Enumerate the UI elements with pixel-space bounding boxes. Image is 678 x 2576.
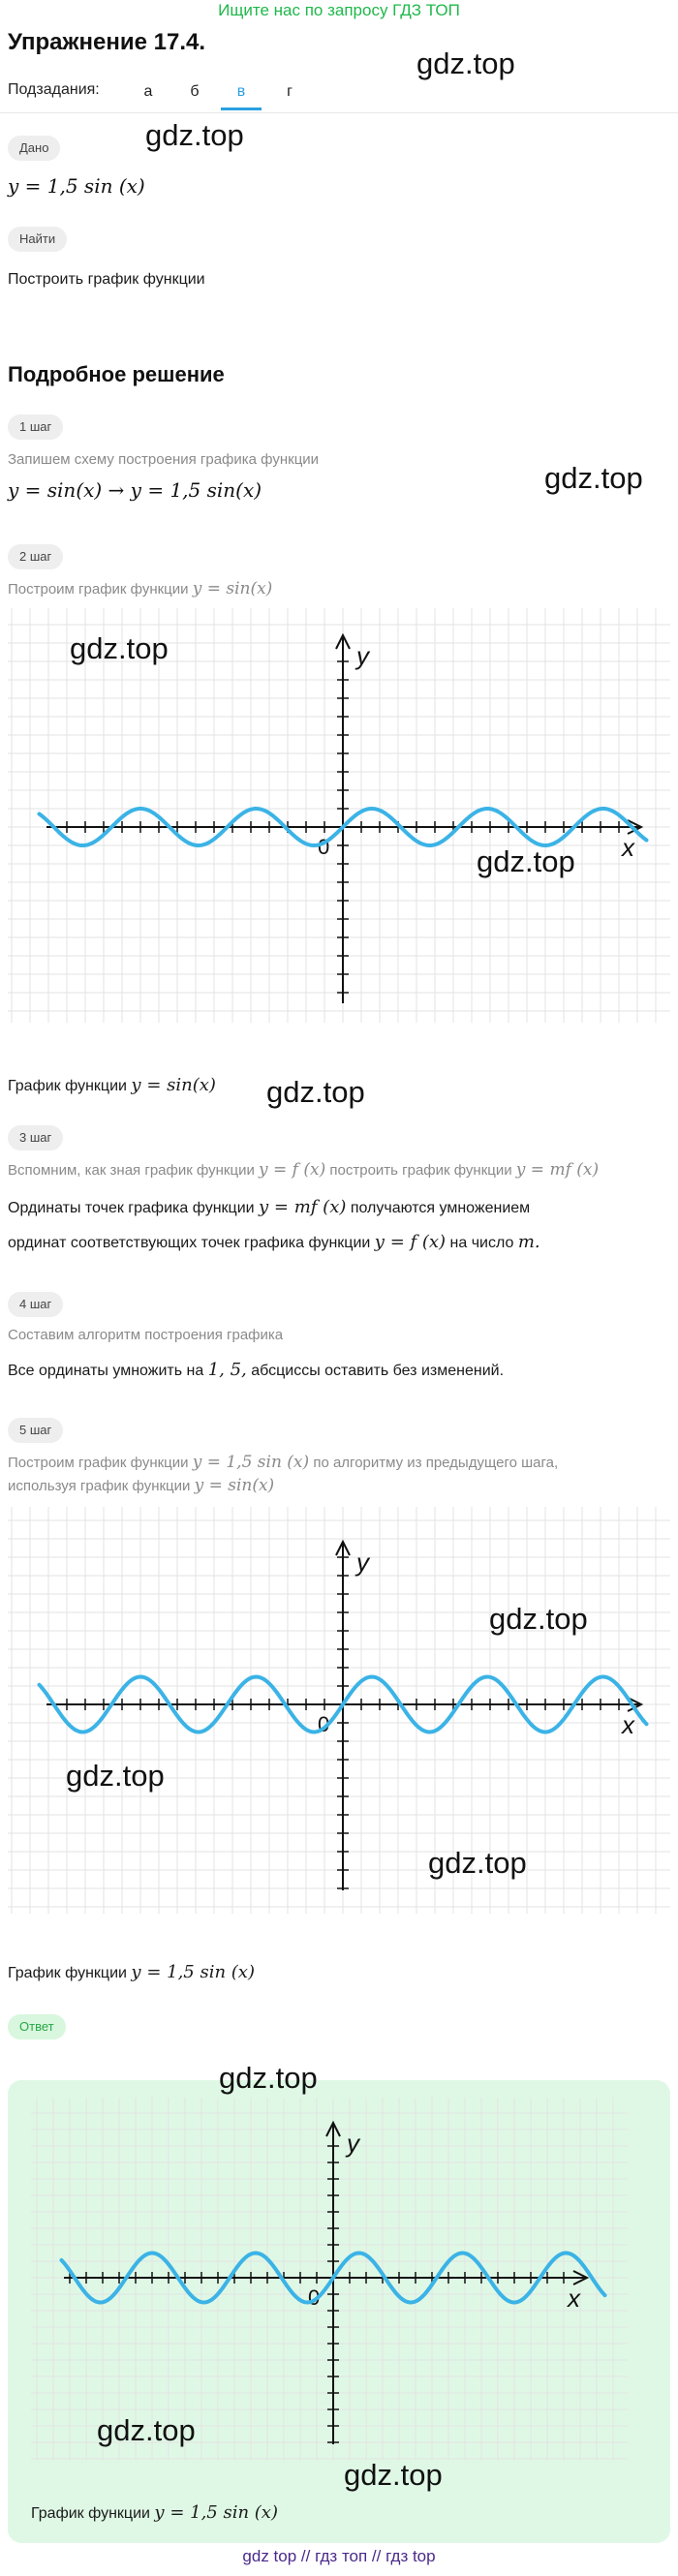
step-5-caption-2: используя график функции y = sin(x) bbox=[8, 1476, 275, 1495]
step-4-text: Все ординаты умножить на 1, 5, абсциссы оставить без изменений. bbox=[8, 1360, 505, 1380]
step-3-line-2: ординат соответствующих точек графика функции y = f (x) на число m. bbox=[8, 1232, 540, 1252]
x-axis-label: x bbox=[568, 2284, 580, 2313]
step-3-caption: Вспомним, как зная график функции y = f (x) построить график функции y = mf (x) bbox=[8, 1160, 600, 1180]
find-text: Построить график функции bbox=[8, 271, 205, 288]
solution-heading: Подробное решение bbox=[8, 362, 225, 386]
step-1-caption: Запишем схему построения графика функции bbox=[8, 451, 320, 468]
grid bbox=[8, 608, 670, 1023]
axes bbox=[64, 2123, 587, 2444]
step-5-caption-1: Построим график функции y = 1,5 sin (x) по алгоритму из предыдущего шага, bbox=[8, 1453, 559, 1472]
watermark: gdz.top bbox=[97, 2413, 196, 2447]
answer-graph-caption: График функции y = 1,5 sin (x) bbox=[31, 2502, 278, 2523]
step-5-graph-caption: График функции y = 1,5 sin (x) bbox=[8, 1962, 255, 1982]
axes bbox=[46, 635, 641, 1003]
origin-label: 0 bbox=[318, 835, 330, 859]
watermark: gdz.top bbox=[344, 2458, 443, 2492]
graph-sin bbox=[8, 608, 670, 1023]
subtasks-label: Подзадания: bbox=[8, 81, 100, 98]
step-3-line-1: Ординаты точек графика функции y = mf (x) получаются умножением bbox=[8, 1197, 531, 1217]
find-pill: Найти bbox=[8, 227, 67, 252]
watermark: gdz.top bbox=[489, 1602, 588, 1636]
tab-b[interactable]: б bbox=[190, 83, 200, 100]
given-formula: y = 1,5 sin (x) bbox=[8, 174, 145, 198]
y-axis-label: y bbox=[356, 641, 369, 670]
x-axis-label: x bbox=[622, 833, 634, 862]
page-title: Упражнение 17.4. bbox=[8, 29, 206, 55]
step-5-pill: 5 шаг bbox=[8, 1418, 63, 1443]
step-1-formula: y = sin(x) → y = 1,5 sin(x) bbox=[8, 478, 262, 502]
origin-label: 0 bbox=[318, 1712, 330, 1736]
watermark: gdz.top bbox=[66, 1759, 165, 1793]
watermark: gdz.top bbox=[266, 1075, 365, 1109]
graph-1-5-sin bbox=[8, 1507, 670, 1914]
watermark: gdz.top bbox=[428, 1846, 527, 1880]
top-banner[interactable]: Ищите нас по запросу ГДЗ ТОП bbox=[218, 1, 460, 19]
graph-answer bbox=[31, 2098, 628, 2460]
y-axis-label: y bbox=[347, 2129, 359, 2158]
step-3-pill: 3 шаг bbox=[8, 1125, 63, 1150]
step-4-caption: Составим алгоритм построения графика bbox=[8, 1327, 284, 1343]
footer-links[interactable]: gdz top // гдз топ // гдз top bbox=[242, 2547, 436, 2565]
step-4-pill: 4 шаг bbox=[8, 1292, 63, 1317]
step-2-pill: 2 шаг bbox=[8, 544, 63, 569]
step-2-graph-caption: График функции y = sin(x) bbox=[8, 1075, 216, 1095]
watermark: gdz.top bbox=[416, 46, 515, 80]
tab-g[interactable]: г bbox=[287, 83, 293, 100]
watermark: gdz.top bbox=[544, 461, 643, 495]
step-2-caption: Построим график функции y = sin(x) bbox=[8, 579, 273, 598]
watermark: gdz.top bbox=[70, 631, 169, 665]
y-axis-label: y bbox=[356, 1548, 369, 1577]
watermark: gdz.top bbox=[219, 2061, 318, 2095]
watermark: gdz.top bbox=[477, 844, 575, 878]
tab-v[interactable]: в bbox=[221, 74, 262, 110]
given-pill: Дано bbox=[8, 136, 60, 161]
step-1-pill: 1 шаг bbox=[8, 414, 63, 440]
answer-pill: Ответ bbox=[8, 2014, 66, 2039]
origin-label: 0 bbox=[308, 2285, 321, 2310]
divider bbox=[0, 112, 678, 113]
x-axis-label: x bbox=[622, 1710, 634, 1739]
tab-a[interactable]: а bbox=[143, 83, 153, 100]
watermark: gdz.top bbox=[145, 118, 244, 152]
